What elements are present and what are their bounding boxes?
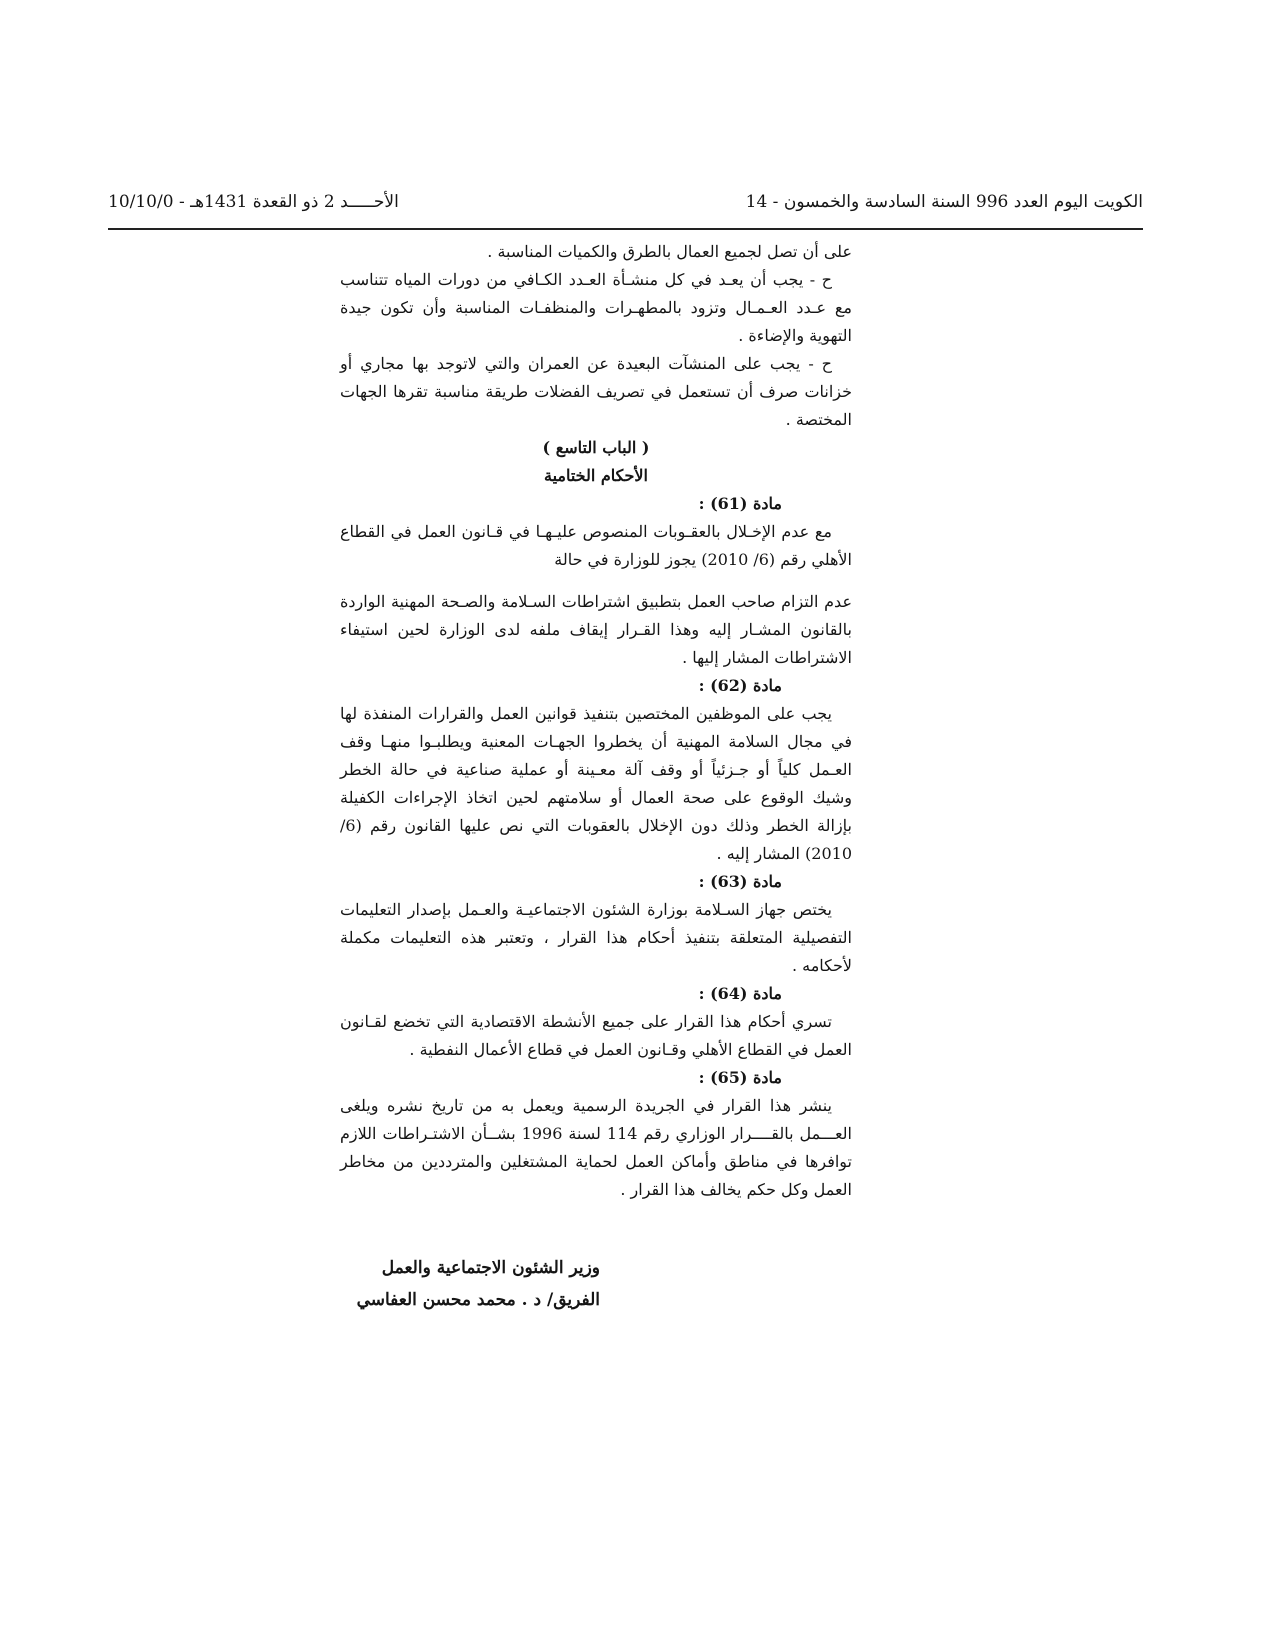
page-header bbox=[108, 192, 1143, 226]
article-61-text-part1: مع عدم الإخـلال بالعقـوبات المنصوص عليـهـا في قـانون العمل في القطاع الأهلي رقم (6/ 2010) يجوز للوزارة في حالة bbox=[340, 522, 852, 569]
signatory-name: الفريق/ د . محمد محسن العفاسي bbox=[356, 1290, 600, 1310]
article-65-text: ينشر هذا القرار في الجريدة الرسمية ويعمل به من تاريخ نشره ويلغى العـــمل بالقــــرار الوزاري رقم 114 لسنة 1996 بشــأن الاشتـراطات اللازم توافرها في مناطق وأماكن العمل لحماية المشتغلين والمترددين من مخاطر العمل وكل حكم يخالف هذا القرار . bbox=[340, 1096, 852, 1199]
article-63-heading: مادة (63) : bbox=[698, 872, 782, 891]
article-62-text: يجب على الموظفين المختصين بتنفيذ قوانين العمل والقرارات المنفذة لها في مجال السلامة المهنية أن يخطروا الجهـات المعنية ويطلبـوا منهـا وقف العـمل كلياً أو جـزئياً أو وقف آلة معـينة أو عملية صناعية في حالة الخطر وشيك الوقوع على صحة العمال أو سلامتهم لحين اتخاذ الإجراءات الكفيلة بإزالة الخطر وذلك دون الإخلال بالعقوبات التي نص عليها القانون رقم (6/ 2010) المشار إليه . bbox=[340, 704, 852, 863]
signatory-title: وزير الشئون الاجتماعية والعمل bbox=[381, 1258, 600, 1278]
article-65-heading: مادة (65) : bbox=[698, 1068, 782, 1087]
body-column bbox=[340, 238, 852, 1204]
header-divider bbox=[108, 228, 1143, 230]
column-gap bbox=[340, 574, 852, 588]
article-61-text-part2: عدم التزام صاحب العمل بتطبيق اشتراطات السـلامة والصـحة المهنية الواردة بالقانون المشـار إليه وهذا القـرار إيقاف ملفه لدى الوزارة لحين استيفاء الاشتراطات المشار إليها . bbox=[340, 592, 852, 667]
paragraph-item-h: ح - يجب أن يعـد في كل منشـأة العـدد الكـافي من دورات المياه تتناسب مع عـدد العـمـال وتزود بالمطهـرات والمنظفـات المناسبة وأن تكون جيدة التهوية والإضاءة . bbox=[340, 270, 852, 345]
chapter-title: ( الباب التاسع ) bbox=[542, 438, 650, 457]
article-64-heading: مادة (64) : bbox=[698, 984, 782, 1003]
paragraph-item-kh: ح - يجب على المنشآت البعيدة عن العمران والتي لاتوجد بها مجاري أو خزانات صرف أن تستعمل في تصريف الفضلات طريقة مناسبة تقرها الجهات المختصة . bbox=[340, 354, 852, 429]
article-63-text: يختص جهاز السـلامة بوزارة الشئون الاجتماعيـة والعـمل بإصدار التعليمات التفصيلية المتعلقة بتنفيذ أحكام هذا القرار ، وتعتبر هذه التعليمات مكملة لأحكامه . bbox=[340, 900, 852, 975]
signature-block bbox=[300, 1252, 600, 1316]
header-date: الأحـــــد 2 ذو القعدة 1431هـ - 10/10/0 bbox=[108, 192, 399, 212]
paragraph-intro-continuation: على أن تصل لجميع العمال بالطرق والكميات المناسبة . bbox=[487, 242, 852, 261]
article-62-heading: مادة (62) : bbox=[698, 676, 782, 695]
chapter-subtitle: الأحكام الختامية bbox=[544, 466, 648, 485]
article-64-text: تسري أحكام هذا القرار على جميع الأنشطة الاقتصادية التي تخضع لقـانون العمل في القطاع الأهلي وقـانون العمل في قطاع الأعمال النفطية . bbox=[340, 1012, 852, 1059]
article-61-heading: مادة (61) : bbox=[698, 494, 782, 513]
header-publication-info: الكويت اليوم العدد 996 السنة السادسة والخمسون - 14 bbox=[745, 192, 1143, 212]
